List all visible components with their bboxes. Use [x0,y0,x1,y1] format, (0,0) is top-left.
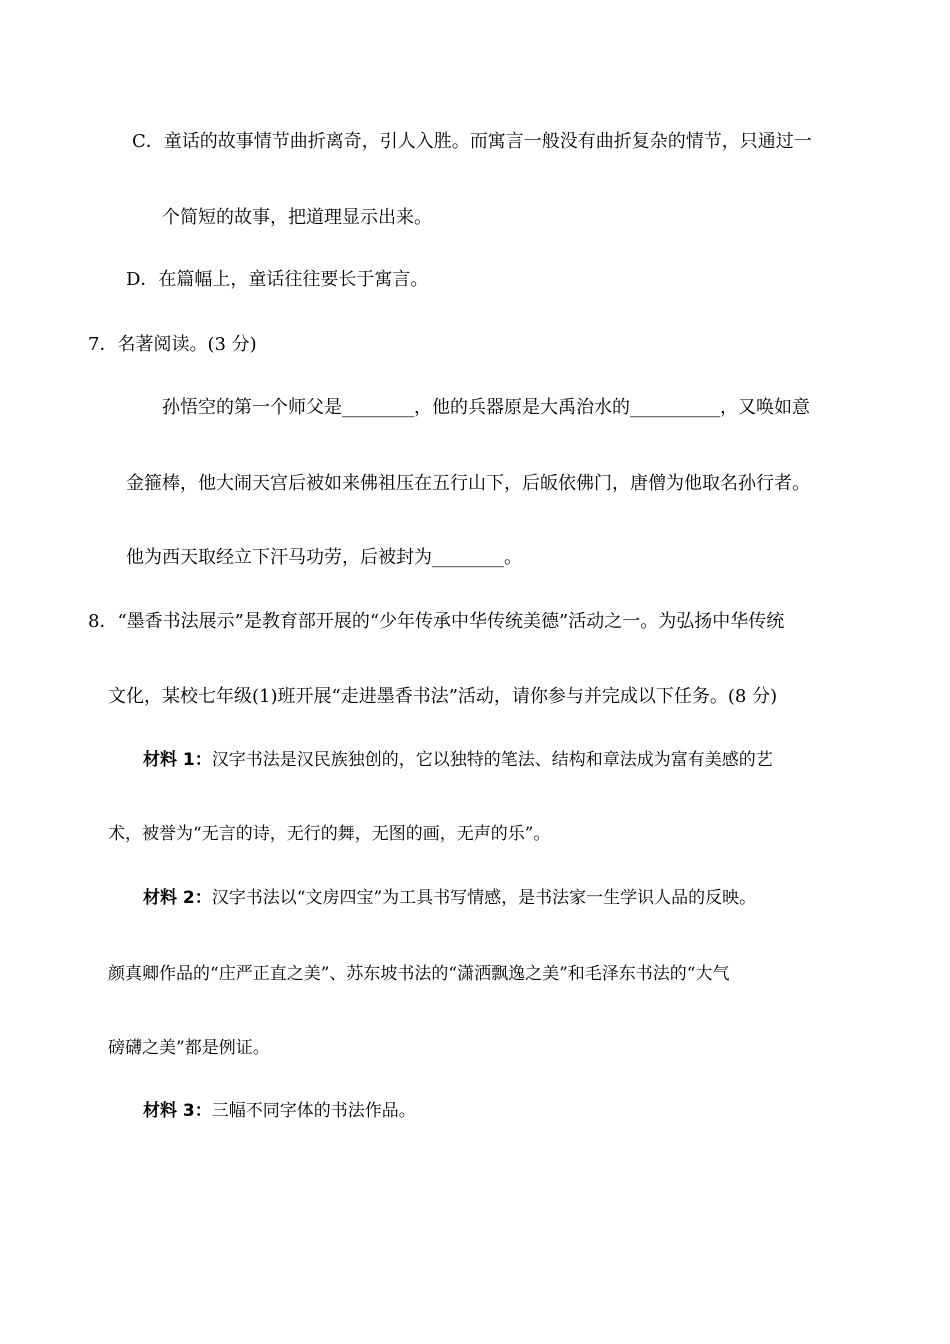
material-3-line-1 [143,1099,416,1123]
option-d-line-1: D．在篇幅上，童话往往要长于寓言。 [126,269,429,290]
material-1-text: 汉字书法是汉民族独创的，它以独特的笔法、结构和章法成为富有美感的艺 [211,750,773,770]
option-c-line-1: C．童话的故事情节曲折离奇，引人入胜。而寓言一般没有曲折复杂的情节，只通过一 [132,131,812,152]
material-3-label: 材料 3： [143,1101,212,1121]
question-8-line-1: 8．“墨香书法展示”是教育部开展的“少年传承中华传统美德”活动之一。为弘扬中华传统 [88,611,785,632]
question-7-line-2: 金箍棒，他大闹天宫后被如来佛祖压在五行山下，后皈依佛门，唐僧为他取名孙行者。 [126,473,810,494]
option-c-line-2: 个简短的故事，把道理显示出来。 [162,207,432,228]
material-2-line-3: 磅礴之美”都是例证。 [108,1038,270,1058]
material-1-line-2: 术，被誉为“无言的诗，无行的舞，无图的画，无声的乐”。 [108,824,551,844]
material-2-line-2: 颜真卿作品的“庄严正直之美”、苏东坡书法的“潇洒飘逸之美”和毛泽东书法的“大气 [108,964,730,984]
material-2-line-1 [143,886,756,910]
material-3-text: 三幅不同字体的书法作品。 [211,1101,416,1121]
question-8-line-2: 文化，某校七年级(1)班开展“走进墨香书法”活动，请你参与并完成以下任务。(8 分) [108,686,778,707]
question-7-heading: 7．名著阅读。(3 分) [88,334,257,355]
material-2-text: 汉字书法以“文房四宝”为工具书写情感，是书法家一生学识人品的反映。 [211,888,757,908]
question-7-line-3: 他为西天取经立下汗马功劳，后被封为________。 [126,547,522,568]
material-1-label: 材料 1： [143,750,212,770]
question-7-line-1: 孙悟空的第一个师父是________，他的兵器原是大禹治水的__________，又唤如意 [162,397,810,418]
material-2-label: 材料 2： [143,888,212,908]
material-1-line-1 [143,748,773,772]
